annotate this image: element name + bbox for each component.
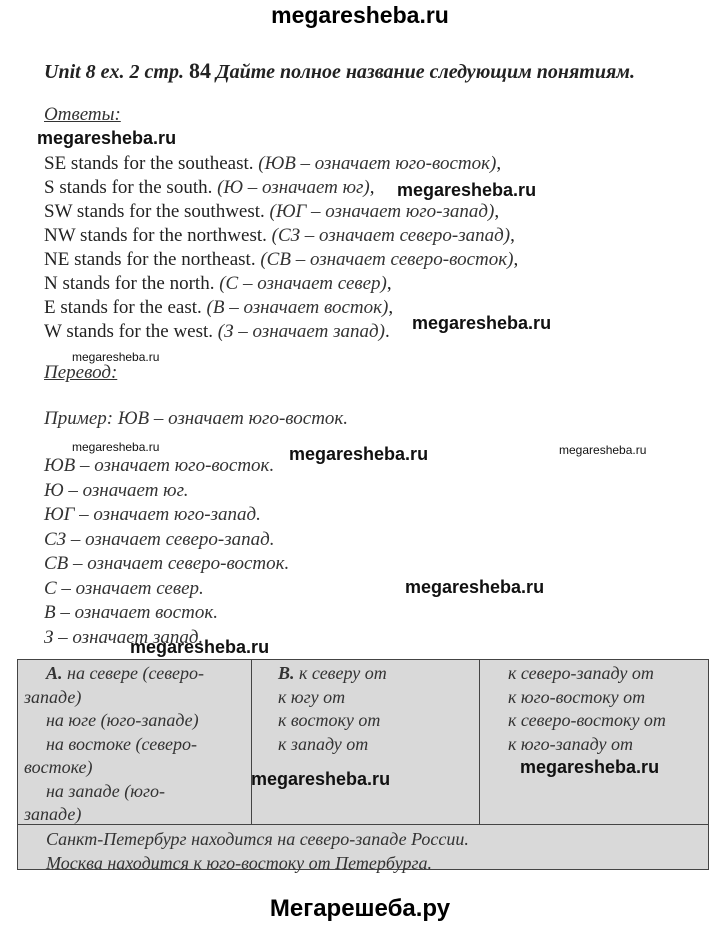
table-col-a: А. на севере (северо- западе) на юге (юго-западе) на востоке (северо- востоке) на западе (юго- западе) — [24, 663, 205, 824]
translation-line: З – означает запад. — [44, 626, 204, 648]
watermark: megaresheba.ru — [559, 443, 647, 457]
col-b-letter: В. — [278, 663, 295, 683]
translation-line: ЮВ – означает юго-восток. — [44, 455, 275, 476]
watermark: megaresheba.ru — [412, 313, 552, 333]
table-col-c: к северо-западу от к юго-востоку от к северо-востоку от к юго-западу от — [508, 663, 666, 754]
task-text: Дайте полное название следующим понятиям. — [216, 61, 635, 83]
exercise-title — [44, 58, 635, 84]
answer-line: SW stands for the southwest. (ЮГ – означает юго-запад), — [44, 201, 500, 222]
watermark: megaresheba.ru — [405, 577, 545, 597]
translation-heading: Перевод: — [44, 362, 118, 383]
watermark: megaresheba.ru — [397, 180, 537, 200]
translation-line: Ю – означает юг. — [44, 479, 189, 501]
answer-line: NE stands for the northeast. (СВ – означает северо-восток), — [44, 249, 519, 270]
translation-line: С – означает север. — [44, 577, 204, 599]
table-col-b: В. к северу от к югу от к востоку от к западу от — [278, 663, 387, 754]
translation-line: СВ – означает северо-восток. — [44, 553, 290, 574]
site-header: megaresheba.ru — [271, 2, 449, 28]
answers-heading: Ответы: — [44, 104, 121, 125]
watermark: megaresheba.ru — [72, 350, 160, 364]
translation-line: ЮГ – означает юго-запад. — [44, 504, 261, 525]
answer-line: SE stands for the southeast. (ЮВ – означает юго-восток), — [44, 153, 502, 174]
answer-line: S stands for the south. (Ю – означает юг), — [44, 177, 375, 198]
col-a-letter: А. — [46, 663, 63, 683]
table-divider — [251, 660, 252, 824]
translation-line: СЗ – означает северо-запад. — [44, 528, 275, 550]
translation-example: Пример: ЮВ – означает юго-восток. — [44, 408, 349, 429]
translation-list — [44, 454, 289, 650]
answer-line: NW stands for the northwest. (СЗ – означает северо-запад), — [44, 225, 515, 246]
page-number: 84 — [189, 58, 211, 83]
table-bottom-text: Санкт-Петербург находится на северо-западе России. Москва находится к юго-востоку от Петербурга. — [46, 829, 469, 873]
title-prefix: Unit 8 ex. 2 стр. — [44, 61, 184, 83]
watermark: megaresheba.ru — [251, 769, 391, 789]
watermark: megaresheba.ru — [72, 440, 160, 454]
table-divider — [479, 660, 480, 824]
watermark: megaresheba.ru — [520, 757, 660, 777]
translation-line: В – означает восток. — [44, 602, 218, 623]
watermark: megaresheba.ru — [289, 444, 429, 464]
footer-brand: Мегарешеба.ру — [269, 895, 451, 922]
answer-line: W stands for the west. (З – означает запад). — [44, 321, 390, 342]
answer-line: N stands for the north. (С – означает север), — [44, 273, 392, 294]
answer-line: E stands for the east. (В – означает восток), — [44, 297, 394, 318]
watermark: megaresheba.ru — [37, 128, 177, 148]
watermark: megaresheba.ru — [130, 637, 270, 657]
